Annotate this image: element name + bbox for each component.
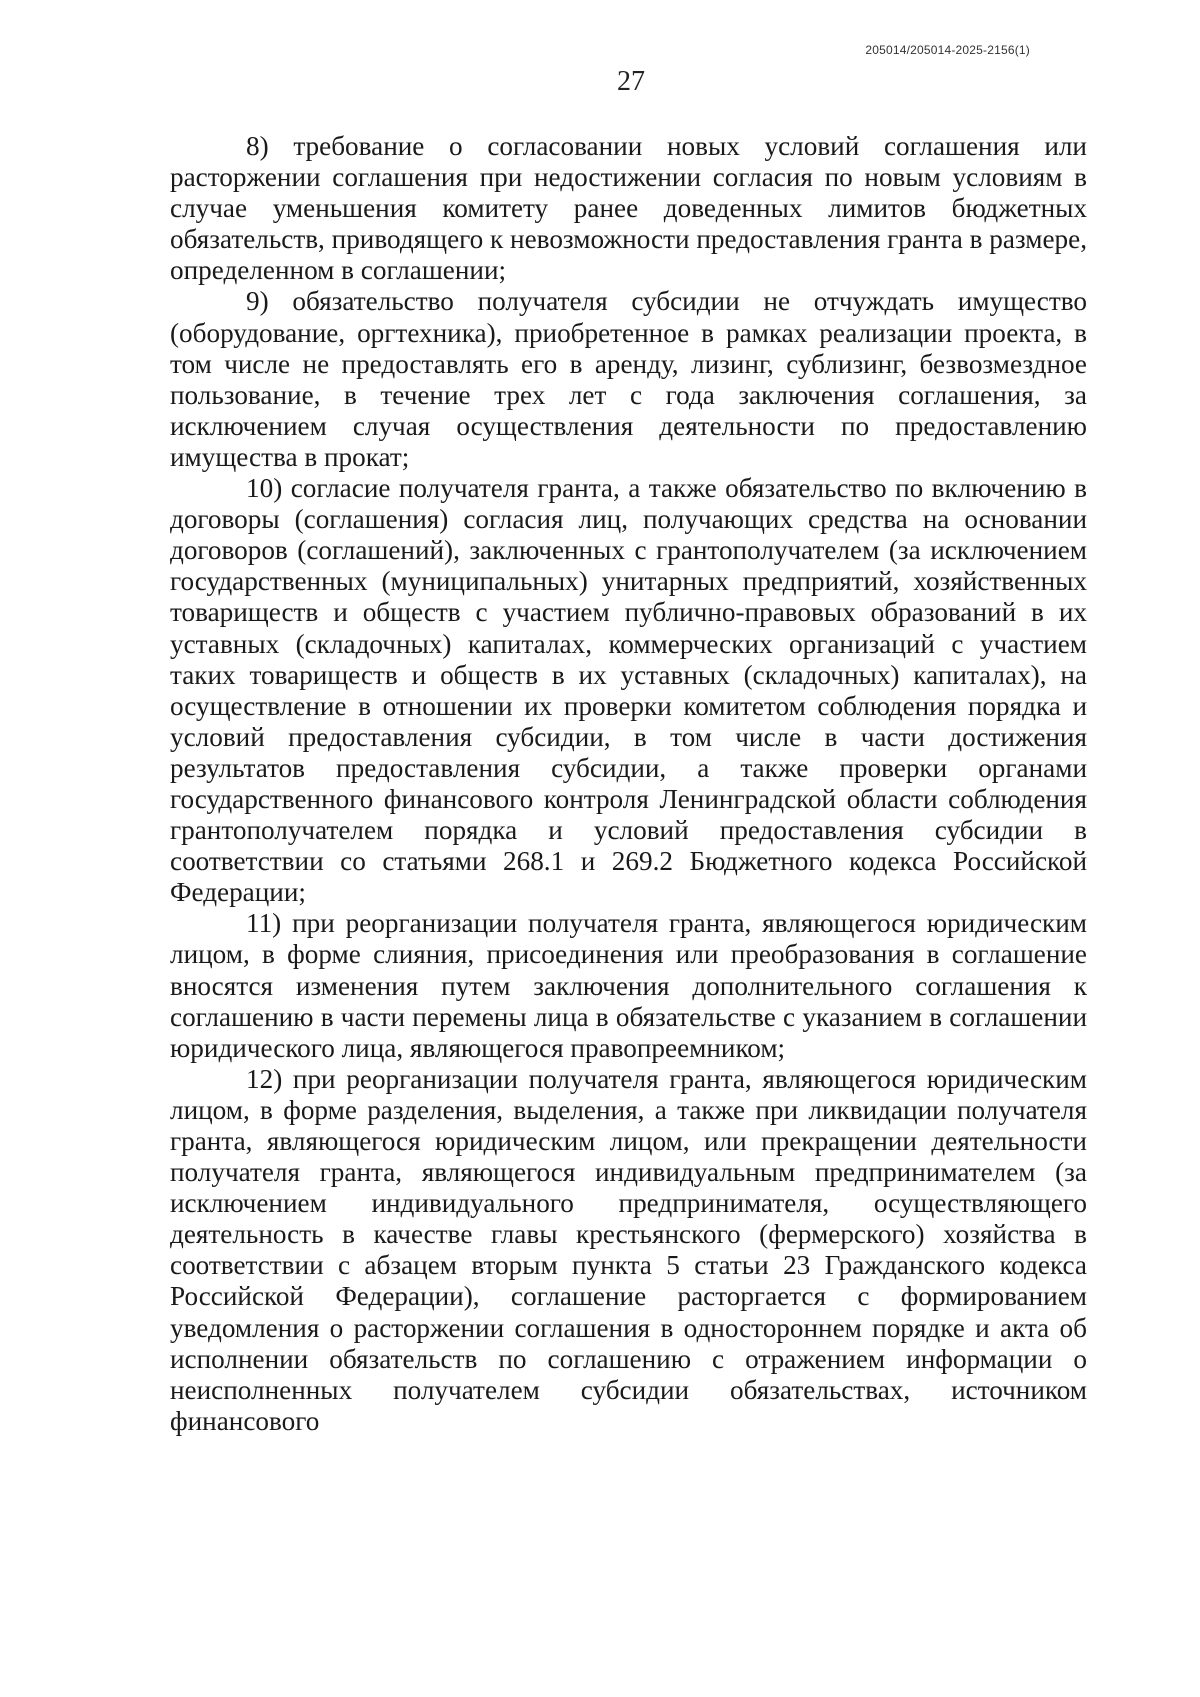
document-body [170,131,1087,1437]
paragraph-item-12: 12) при реорганизации получателя гранта, являющегося юридическим лицом, в форме разделения, выделения, а также при ликвидации получателя гранта, являющегося юридическим лицом, или прекращении деятельности получателя гранта, являющегося индивидуальным предпринимателем (за исключением индивидуального предпринимателя, осуществляющего деятельность в качестве главы крестьянского (фермерского) хозяйства в соответствии с абзацем вторым пункта 5 статьи 23 Гражданского кодекса Российской Федерации), соглашение расторгается с формированием уведомления о расторжении соглашения в одностороннем порядке и акта об исполнении обязательств по соглашению с отражением информации о неисполненных получателем субсидии обязательствах, источником финансового [170,1063,1087,1436]
paragraph-item-9: 9) обязательство получателя субсидии не отчуждать имущество (оборудование, оргтехника), приобретенное в рамках реализации проекта, в том числе не предоставлять его в аренду, лизинг, сублизинг, безвозмездное пользование, в течение трех лет с года заключения соглашения, за исключением случая осуществления деятельности по предоставлению имущества в прокат; [170,286,1087,472]
page-number: 27 [617,66,645,97]
document-id: 205014/205014-2025-2156(1) [865,43,1030,57]
paragraph-item-11: 11) при реорганизации получателя гранта, являющегося юридическим лицом, в форме слияния, присоединения или преобразования в соглашение вносятся изменения путем заключения дополнительного соглашения к соглашению в части перемены лица в обязательстве с указанием в соглашении юридического лица, являющегося правопреемником; [170,908,1087,1063]
paragraph-item-10: 10) согласие получателя гранта, а также обязательство по включению в договоры (соглашения) согласия лиц, получающих средства на основании договоров (соглашений), заключенных с грантополучателем (за исключением государственных (муниципальных) унитарных предприятий, хозяйственных товариществ и обществ с участием публично-правовых образований в их уставных (складочных) капиталах, коммерческих организаций с участием таких товариществ и обществ в их уставных (складочных) капиталах), на осуществление в отношении их проверки комитетом соблюдения порядка и условий предоставления субсидии, в том числе в части достижения результатов предоставления субсидии, а также проверки органами государственного финансового контроля Ленинградской области соблюдения грантополучателем порядка и условий предоставления субсидии в соответствии со статьями 268.1 и 269.2 Бюджетного кодекса Российской Федерации; [170,473,1087,908]
paragraph-item-8: 8) требование о согласовании новых условий соглашения или расторжении соглашения при недостижении согласия по новым условиям в случае уменьшения комитету ранее доведенных лимитов бюджетных обязательств, приводящего к невозможности предоставления гранта в размере, определенном в соглашении; [170,131,1087,286]
